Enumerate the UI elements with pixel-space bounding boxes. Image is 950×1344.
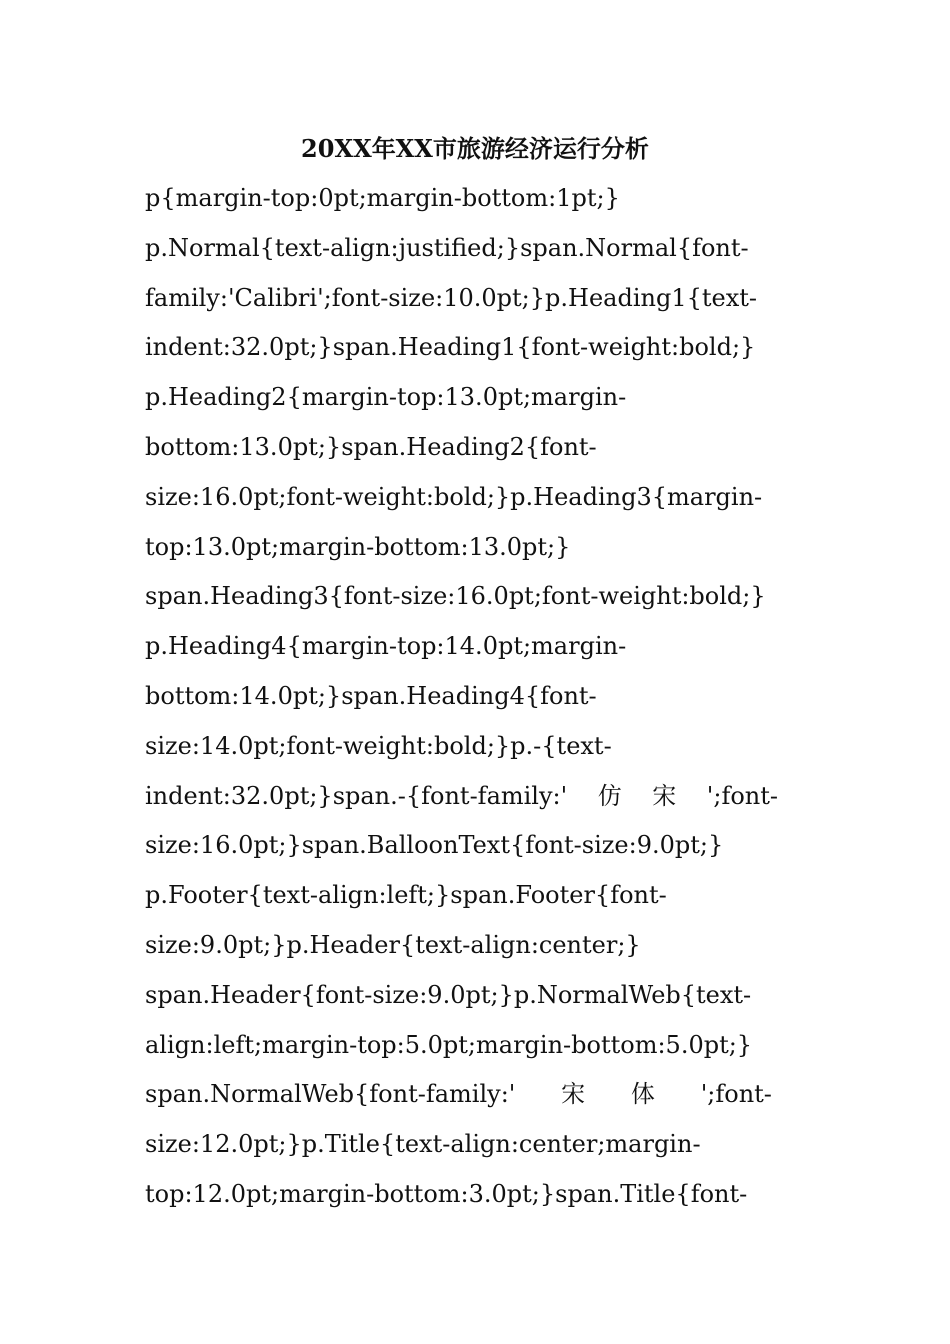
text-line: size:12.0pt;}p.Title{text-align:center;margin-: [145, 1130, 701, 1159]
text-line: size:9.0pt;}p.Header{text-align:center;}: [145, 930, 641, 959]
text-line: span.NormalWeb{font-family:' 宋 体 ';font-: [145, 1080, 772, 1109]
text-line: p.Footer{text-align:left;}span.Footer{font-: [145, 881, 667, 910]
text-line: p.Heading2{margin-top:13.0pt;margin-: [145, 383, 627, 412]
text-line: top:13.0pt;margin-bottom:13.0pt;}: [145, 532, 571, 561]
text-line: span.Header{font-size:9.0pt;}p.NormalWeb{text-: [145, 980, 752, 1009]
text-line: align:left;margin-top:5.0pt;margin-bottom:5.0pt;}: [145, 1030, 753, 1059]
text-line: p.Heading4{margin-top:14.0pt;margin-: [145, 632, 627, 661]
text-line: p{margin-top:0pt;margin-bottom:1pt;}: [145, 184, 620, 212]
text-line: indent:32.0pt;}span.Heading1{font-weight:bold;}: [145, 333, 756, 362]
text-line: bottom:13.0pt;}span.Heading2{font-: [145, 432, 597, 461]
text-line: size:16.0pt;font-weight:bold;}p.Heading3{margin-: [145, 482, 763, 511]
document-title: 20XX年XX市旅游经济运行分析: [301, 134, 649, 163]
text-line: bottom:14.0pt;}span.Heading4{font-: [145, 681, 597, 710]
text-line: span.Heading3{font-size:16.0pt;font-weight:bold;}: [145, 582, 766, 611]
text-line: indent:32.0pt;}span.-{font-family:' 仿 宋 ';font-: [145, 781, 778, 810]
text-line: size:16.0pt;}span.BalloonText{font-size:9.0pt;}: [145, 831, 724, 860]
text-line: family:'Calibri';font-size:10.0pt;}p.Heading1{text-: [145, 283, 757, 312]
text-line: p.Normal{text-align:justified;}span.Normal{font-: [145, 233, 749, 262]
document-body: [145, 174, 845, 1220]
text-line: size:14.0pt;font-weight:bold;}p.-{text-: [145, 731, 612, 760]
text-line: top:12.0pt;margin-bottom:3.0pt;}span.Title{font-: [145, 1179, 748, 1208]
